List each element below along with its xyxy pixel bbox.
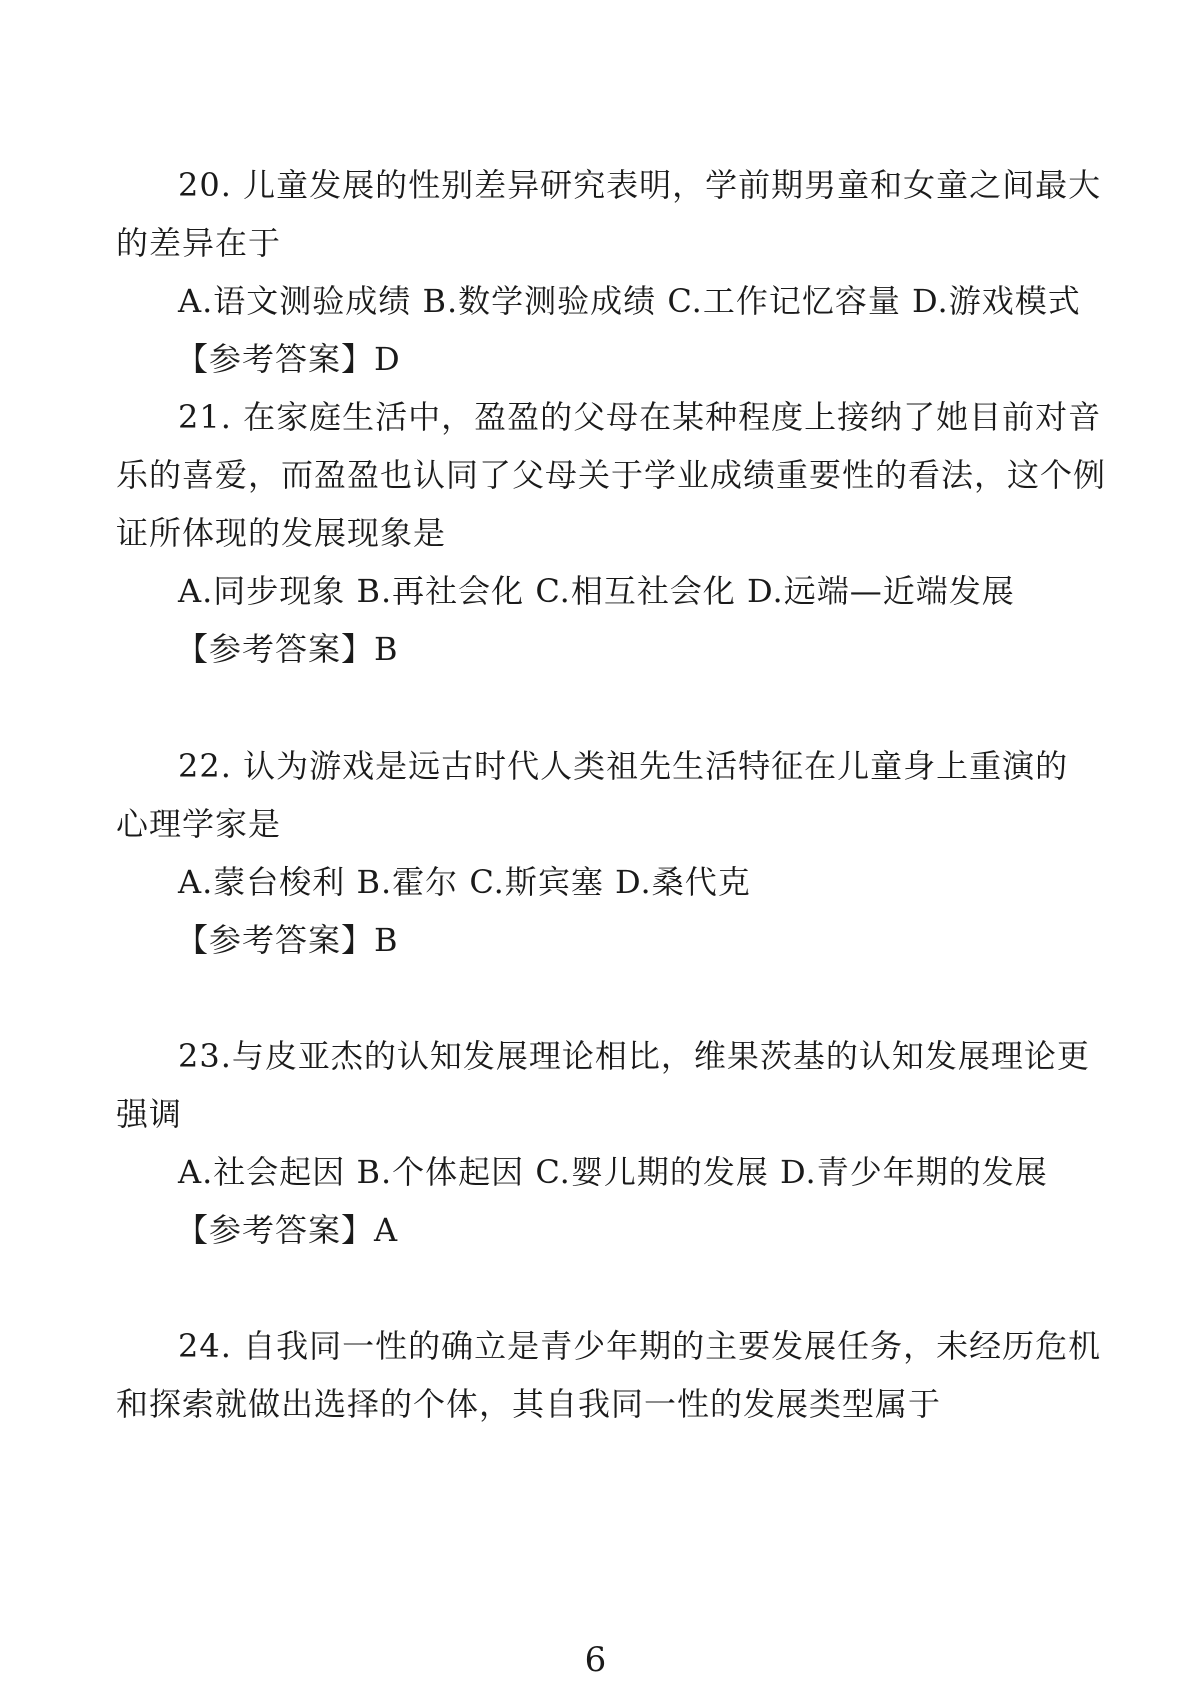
question-23-answer: 【参考答案】A bbox=[176, 1211, 399, 1249]
question-21-options: A.同步现象 B.再社会化 C.相互社会化 D.远端—近端发展 bbox=[178, 572, 1015, 610]
question-21-stem-line-2: 乐的喜爱，而盈盈也认同了父母关于学业成绩重要性的看法，这个例 bbox=[116, 456, 1107, 494]
question-23-stem-line-1: 23.与皮亚杰的认知发展理论相比，维果茨基的认知发展理论更 bbox=[178, 1037, 1090, 1075]
question-24-stem-line-1: 24. 自我同一性的确立是青少年期的主要发展任务，未经历危机 bbox=[178, 1327, 1102, 1365]
question-23-options: A.社会起因 B.个体起因 C.婴儿期的发展 D.青少年期的发展 bbox=[178, 1153, 1048, 1191]
question-20-options: A.语文测验成绩 B.数学测验成绩 C.工作记忆容量 D.游戏模式 bbox=[178, 282, 1081, 320]
question-22-stem-line-2: 心理学家是 bbox=[116, 805, 282, 843]
question-24-stem-line-2: 和探索就做出选择的个体，其自我同一性的发展类型属于 bbox=[116, 1385, 942, 1423]
question-22-options: A.蒙台梭利 B.霍尔 C.斯宾塞 D.桑代克 bbox=[178, 863, 751, 901]
question-20-answer: 【参考答案】D bbox=[176, 340, 401, 378]
page-number: 6 bbox=[584, 1640, 607, 1680]
question-21-answer: 【参考答案】B bbox=[176, 630, 399, 668]
question-22-stem-line-1: 22. 认为游戏是远古时代人类祖先生活特征在儿童身上重演的 bbox=[178, 747, 1069, 785]
question-20-stem-line-1: 20. 儿童发展的性别差异研究表明，学前期男童和女童之间最大 bbox=[178, 166, 1102, 204]
question-20-stem-line-2: 的差异在于 bbox=[116, 224, 282, 262]
question-21-stem-line-3: 证所体现的发展现象是 bbox=[116, 514, 447, 552]
question-22-answer: 【参考答案】B bbox=[176, 921, 399, 959]
question-21-stem-line-1: 21. 在家庭生活中，盈盈的父母在某种程度上接纳了她目前对音 bbox=[178, 398, 1102, 436]
question-23-stem-line-2: 强调 bbox=[116, 1095, 183, 1133]
